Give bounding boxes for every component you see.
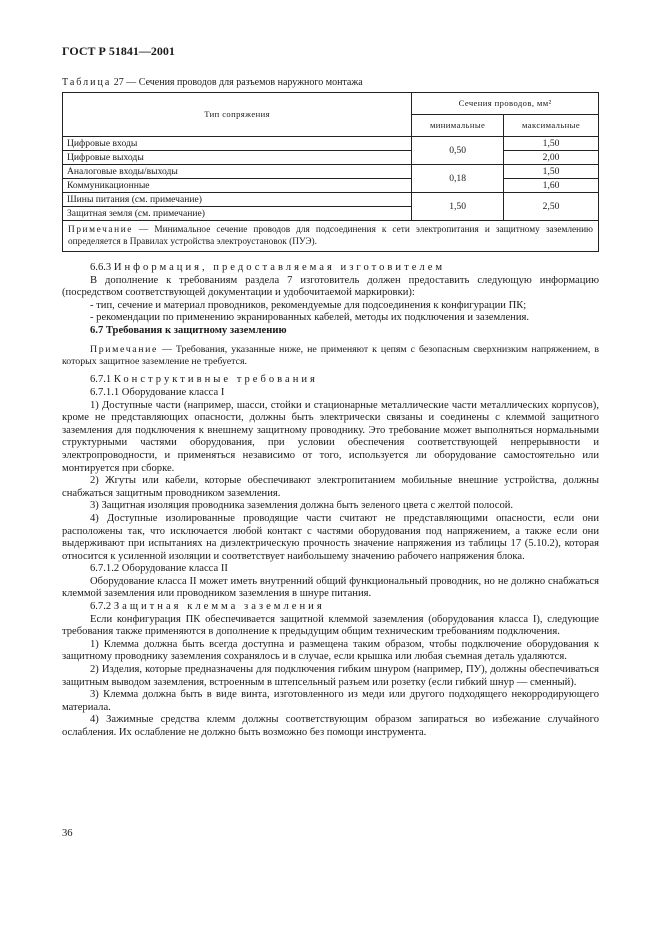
section-6-6-3-heading xyxy=(62,262,599,275)
paragraph: 2) Жгуты или кабели, которые обеспечивают электропитанием мобильные внешние устройства, должны снабжаться защитным проводником заземления. xyxy=(62,475,599,499)
table-caption-prefix: Таблица xyxy=(62,77,112,88)
table-row xyxy=(63,165,599,179)
col-header-min: минимальные xyxy=(412,115,504,137)
table-row xyxy=(63,193,599,207)
table-row xyxy=(63,137,599,151)
note-prefix: Примечание xyxy=(90,343,159,355)
paragraph: В дополнение к требованиям раздела 7 изготовитель должен предоставить следующую информацию (посредством соответствующей документации и удобочитаемой маркировки): xyxy=(62,274,599,299)
table-caption xyxy=(62,77,363,88)
paragraph: 3) Клемма должна быть в виде винта, изготовленного из меди или другого подходящего некорродирующего материала. xyxy=(62,689,599,713)
paragraph: 4) Зажимные средства клемм должны соответствующим образом запираться во избежание случайного ослабления. Их ослабление не должно быть возможно без помощи инструмента. xyxy=(62,714,599,738)
table-row xyxy=(63,179,599,193)
paragraph: 3) Защитная изоляция проводника заземления должна быть зеленого цвета с желтой полосой. xyxy=(90,500,514,512)
table-note-text: — Минимальное сечение проводов для подсоединения к сети электропитания и защитному заземлению определяется в Правилах устройства электроустановок (ПУЭ). xyxy=(68,225,593,247)
cell-max: 1,50 xyxy=(504,137,599,151)
section-number: 6.7.2 xyxy=(90,601,112,613)
page-number: 36 xyxy=(62,828,73,839)
section-6-7-note xyxy=(62,344,599,369)
subsection-6-7-1-1-heading: 6.7.1.1 Оборудование класса I xyxy=(90,386,225,398)
section-number: 6.6.3 xyxy=(90,262,112,273)
table-note-row xyxy=(63,221,599,252)
wire-section-table xyxy=(62,92,599,252)
cell-max: 1,60 xyxy=(504,179,599,193)
cell-type: Шины питания (см. примечание) xyxy=(63,193,412,207)
body-text xyxy=(62,262,599,740)
paragraph: Оборудование класса II может иметь внутренний общий функциональный проводник, но не должно снабжаться клеммой заземления или проводником заземления в шнуре питания. xyxy=(62,575,599,600)
table-note xyxy=(63,221,599,252)
cell-type: Цифровые выходы xyxy=(63,151,412,165)
note-text: — Требования, указанные ниже, не применяют к цепям с безопасным сверхнизким напряжением, в которых защитное заземление не требуется. xyxy=(62,343,599,367)
paragraph: Если конфигурация ПК обеспечивается защитной клеммой заземления (оборудования класса I), следующие требования также применяются в дополнение к предыдущим общим техническим требованиям подключения. xyxy=(62,613,599,638)
paragraph: 2) Изделия, которые предназначены для подключения гибким шнуром (например, ПУ), должны обеспечиваться защитным выводом заземления, встроенным в штепсельный разъем или розетку (если гибкий шнур — сменный). xyxy=(62,664,599,688)
section-6-7-2-heading xyxy=(62,601,599,614)
table-caption-text: 27 — Сечения проводов для разъемов наружного монтажа xyxy=(111,77,363,88)
cell-max: 2,50 xyxy=(504,193,599,221)
paragraph: 4) Доступные изолированные проводящие части считают не представляющими опасности, если они расположены так, что исключается любой контакт с частями оборудования под напряжением, а также если они выдерживают при испытаниях на диэлектрическую прочность значение напряжения из таблицы 17 (5.10.2), которая относится к усиленной изоляции и соответствует наибольшему значению рабочего напряжения блока. xyxy=(62,512,599,562)
table-note-prefix: Примечание xyxy=(68,225,133,235)
col-header-type: Тип сопряжения xyxy=(63,93,412,137)
list-item: - тип, сечение и материал проводников, рекомендуемые для подсоединения к конфигурации ПК; xyxy=(90,299,527,311)
col-header-section: Сечения проводов, мм² xyxy=(412,93,599,115)
table-row xyxy=(63,151,599,165)
subsection-6-7-1-2-heading: 6.7.1.2 Оборудование класса II xyxy=(90,563,228,575)
list-item: - рекомендации по применению экранированных кабелей, методы их подключения и заземления. xyxy=(90,312,530,324)
table-header-row xyxy=(63,93,599,115)
cell-min: 0,50 xyxy=(412,137,504,165)
cell-type: Цифровые входы xyxy=(63,137,412,151)
section-number: 6.7.1 xyxy=(90,374,112,386)
cell-min: 1,50 xyxy=(412,193,504,221)
paragraph: 1) Доступные части (например, шасси, стойки и стационарные металлические части металлических корпусов), кроме не представляющих опасности, должны быть электрически связаны и соединены с клеммой защитного заземления для подключения к внешнему защитному проводнику. Это требование может выполняться нормальными структурными частями оборудования, при условии обеспечения соответствующей непрерывности и электропроводности, и применяться независимо от того, используется ли оборудование самостоятельно или монтируется при сборке. xyxy=(62,399,599,474)
cell-type: Коммуникационные xyxy=(63,179,412,193)
document-id-header: ГОСТ Р 51841—2001 xyxy=(62,44,175,58)
section-title: Конструктивные требования xyxy=(113,374,318,386)
section-title: Защитная клемма заземления xyxy=(113,601,325,613)
cell-max: 2,00 xyxy=(504,151,599,165)
cell-max: 1,50 xyxy=(504,165,599,179)
section-6-7-heading: 6.7 Требования к защитному заземлению xyxy=(90,324,287,336)
col-header-max: максимальные xyxy=(504,115,599,137)
cell-min: 0,18 xyxy=(412,165,504,193)
paragraph: 1) Клемма должна быть всегда доступна и размещена таким образом, чтобы подключение оборудования к защитному проводнику заземления сохранялось и в случае, если крышка или любая съемная деталь удаляются. xyxy=(62,638,599,663)
cell-type: Аналоговые входы/выходы xyxy=(63,165,412,179)
section-6-7-1-heading xyxy=(62,374,599,387)
section-title: Информация, предоставляемая изготовителем xyxy=(113,262,446,273)
cell-type: Защитная земля (см. примечание) xyxy=(63,207,412,221)
